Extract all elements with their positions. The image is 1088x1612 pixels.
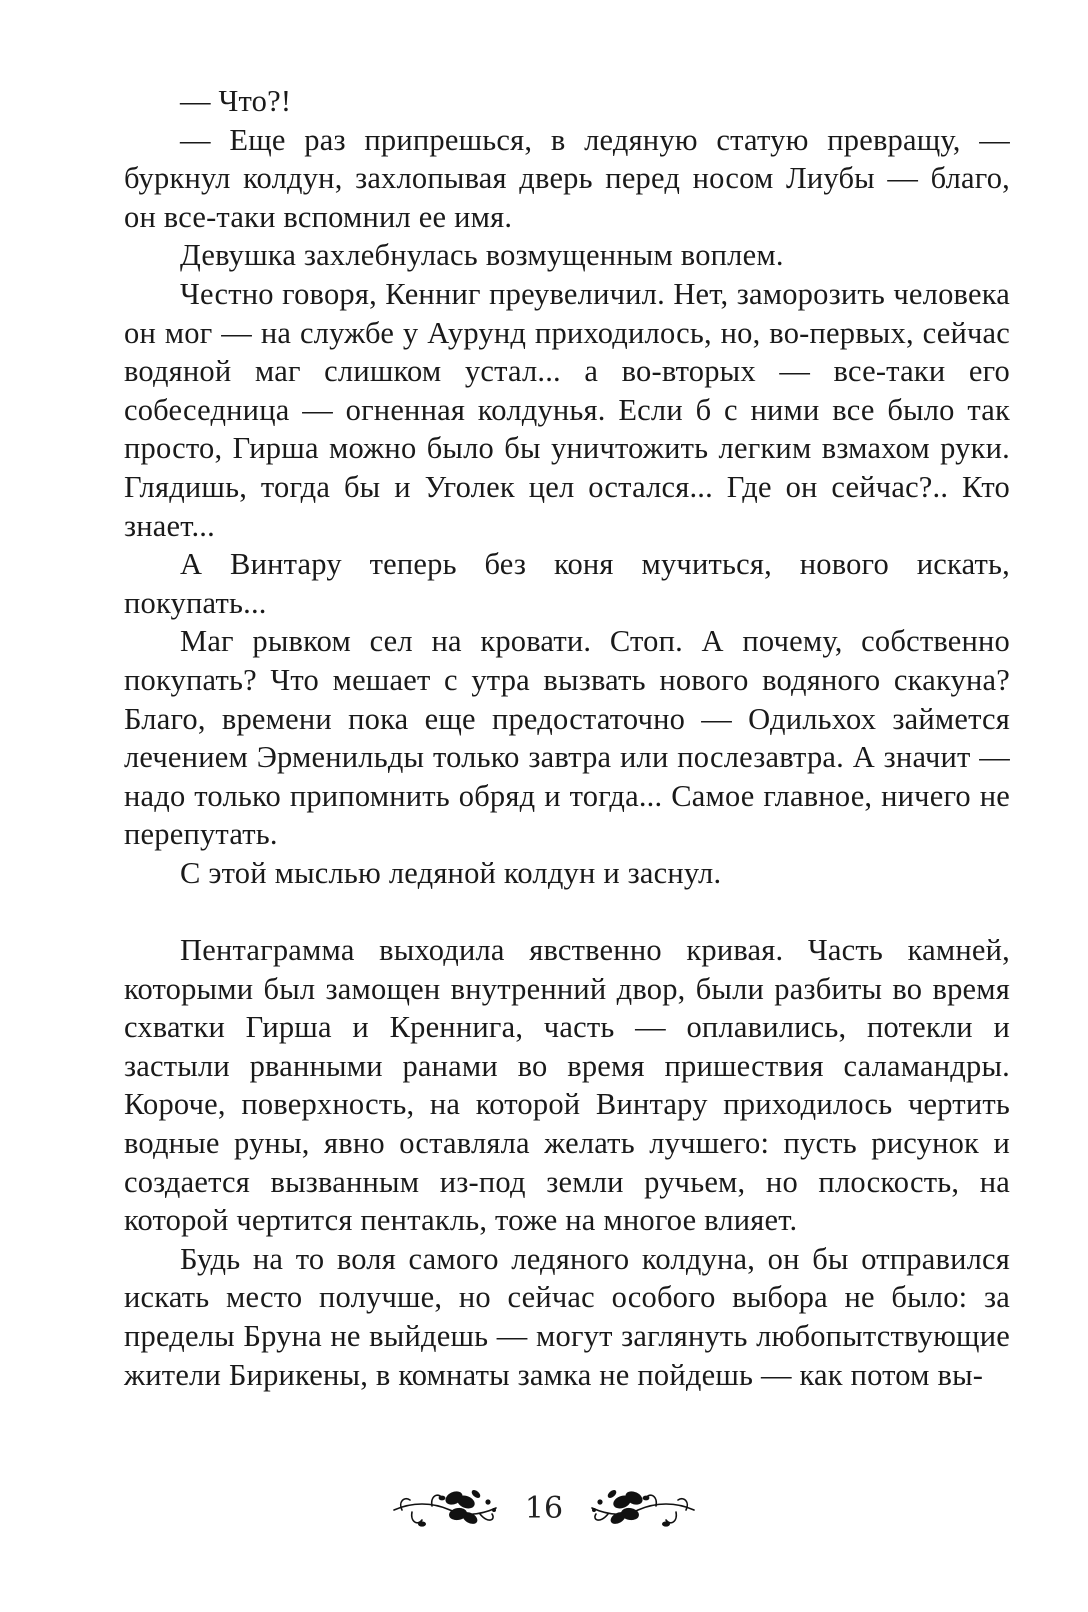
- paragraph-8: Пентаграмма выходила явственно кривая. Часть камней, которыми был замощен внутренний двор, были разбиты во время схватки Гирша и Креннига, часть — оплавились, потекли и застыли рванными ранами во время пришествия саламандры. Короче, поверхность, на которой Винтару приходилось чертить водные руны, явно оставляла желать лучшего: пусть рисунок и создается вызванным из-под земли ручьем, но плоскость, на которой чертится пентакль, тоже на многое влияет.: [124, 933, 1010, 1238]
- paragraph-3: Девушка захлебнулась возмущенным воплем.: [180, 238, 784, 273]
- paragraph-2: — Еще раз припрешься, в ледяную статую превращу, — буркнул колдун, захлопывая дверь перед носом Лиубы — благо, он все-таки вспомнил ее имя.: [124, 122, 1010, 234]
- paragraph-5: А Винтару теперь без коня мучиться, нового искать, покупать...: [124, 547, 1010, 620]
- body-text: [124, 82, 1010, 1394]
- paragraph-1: — Что?!: [180, 84, 292, 118]
- floral-ornament-right-icon: [588, 1480, 696, 1536]
- paragraph-7: С этой мыслью ледяной колдун и заснул.: [180, 855, 722, 890]
- page-number: 16: [524, 1490, 564, 1526]
- floral-ornament-left-icon: [392, 1480, 500, 1536]
- paragraph-4: Честно говоря, Кенниг преувеличил. Нет, заморозить человека он мог — на службе у Аурунд приходилось, но, во-первых, сейчас водяной маг слишком устал... а во-вторых — все-таки его собеседница — огненная колдунья. Если б с ними все было так просто, Гирша можно было бы уничтожить легким взмахом руки. Глядишь, тогда бы и Уголек цел остался... Где он сейчас?.. Кто знает...: [124, 276, 1010, 543]
- section-break: [124, 892, 1010, 931]
- paragraph-6: Маг рывком сел на кровати. Стоп. А почему, собственно покупать? Что мешает с утра вызвать нового водяного скакуна? Благо, времени пока еще предостаточно — Одильхох займется лечением Эрменильды только завтра или послезавтра. А значит — надо только припомнить обряд и тогда... Самое главное, ничего не перепутать.: [124, 624, 1010, 852]
- paragraph-9: Будь на то воля самого ледяного колдуна, он бы отправился искать место получше, но сейчас особого выбора не было: за пределы Бруна не выйдешь — могут заглянуть любопытствующие жители Бирикены, в комнаты замка не пойдешь — как потом вы-: [124, 1241, 1010, 1392]
- page-footer: [0, 1480, 1088, 1536]
